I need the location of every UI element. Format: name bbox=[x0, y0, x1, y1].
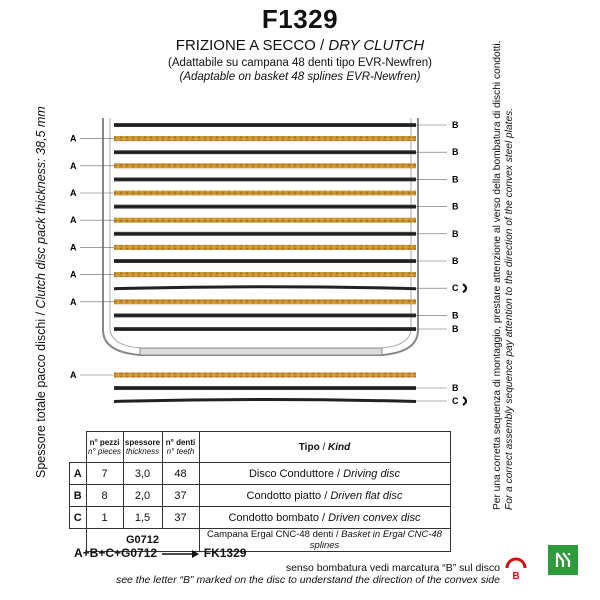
label-flat: B bbox=[452, 147, 459, 158]
label-flat: B bbox=[452, 310, 459, 321]
plate-flat-disc bbox=[114, 177, 416, 181]
lightning-icon bbox=[548, 545, 578, 575]
label-driving: A bbox=[70, 188, 77, 198]
label-flat: B bbox=[452, 228, 459, 239]
table-row: C 1 1,5 37 Condotto bombato / Driven convex disc bbox=[70, 507, 451, 529]
table-row: A 7 3,0 48 Disco Conduttore / Driving disc bbox=[70, 463, 451, 485]
convex-marker-letter: B bbox=[512, 571, 520, 581]
label-flat: B bbox=[452, 324, 459, 334]
plate-driving-disc bbox=[114, 299, 416, 304]
label-driving: A bbox=[70, 133, 77, 144]
plate-driving-disc bbox=[114, 136, 416, 141]
table-header-row bbox=[70, 432, 451, 463]
plate-driving-disc bbox=[114, 245, 416, 250]
plate-flat-disc bbox=[114, 123, 416, 127]
subtitle-italian: (Adattabile su campana 48 denti tipo EVR-Newfren) bbox=[167, 57, 432, 69]
kit-formula bbox=[74, 546, 246, 560]
kit-code: FK1329 bbox=[203, 546, 247, 560]
col-teeth: n° denti n° teeth bbox=[162, 432, 199, 463]
table-row: B 8 2,0 37 Condotto piatto / Driven flat disc bbox=[70, 485, 451, 507]
kit-parts: A+B+C+G0712 bbox=[74, 546, 158, 560]
basket-bottom bbox=[140, 348, 382, 355]
subtitle-english: (Adaptable on basket 48 splines EVR-Newfren) bbox=[179, 71, 421, 83]
brand-logo bbox=[548, 545, 578, 575]
col-pieces: n° pezzi n° pieces bbox=[86, 432, 123, 463]
table-row-basket: G0712 Campana Ergal CNC-48 denti / Basket in Ergal CNC-48 splines bbox=[70, 529, 451, 552]
label-flat: B bbox=[452, 174, 459, 185]
plate-driving-disc bbox=[114, 191, 416, 196]
pack-thickness-it: Spessore totale pacco dischi / bbox=[34, 311, 48, 478]
plate-flat-disc bbox=[114, 205, 416, 209]
plate-flat-disc bbox=[114, 259, 416, 263]
plate-convex-disc bbox=[114, 285, 416, 290]
plate-driving-disc bbox=[114, 218, 416, 223]
label-flat: B bbox=[452, 201, 459, 212]
label-flat: B bbox=[452, 256, 459, 266]
title-italian: FRIZIONE A SECCO bbox=[175, 37, 316, 54]
convex-symbol bbox=[463, 284, 466, 292]
plate-flat-disc bbox=[114, 327, 416, 331]
label-driving: A bbox=[70, 215, 77, 226]
pack-thickness-en: Clutch disc pack thickness: 38,5 mm bbox=[34, 106, 48, 309]
label-driving: A bbox=[70, 296, 77, 307]
plate-convex-disc bbox=[114, 398, 416, 403]
label-convex: C bbox=[452, 283, 459, 294]
product-code: F1329 bbox=[261, 4, 339, 34]
convex-note-en: see the letter “B” marked on the disc to understand the direction of the convex side bbox=[115, 574, 500, 586]
plate-driving-disc bbox=[114, 373, 416, 378]
label-driving: A bbox=[70, 370, 77, 380]
label-driving: A bbox=[70, 160, 77, 171]
label-convex: C bbox=[452, 396, 459, 406]
plate-driving-disc bbox=[114, 272, 416, 277]
label-flat: B bbox=[452, 383, 459, 393]
spec-table bbox=[69, 431, 451, 552]
convex-symbol bbox=[463, 397, 466, 405]
label-driving: A bbox=[70, 242, 77, 253]
title-english: DRY CLUTCH bbox=[328, 37, 425, 54]
plate-flat-disc bbox=[114, 386, 416, 390]
col-kind: Tipo / Kind bbox=[199, 432, 450, 463]
label-driving: A bbox=[70, 269, 77, 280]
convex-marker-icon bbox=[504, 555, 528, 581]
plate-flat-disc bbox=[114, 313, 416, 317]
arrow-right-icon bbox=[160, 549, 200, 559]
convex-note-it: senso bombatura vedi marcatura “B” sul disco bbox=[285, 562, 500, 574]
title-separator: / bbox=[320, 37, 325, 54]
assembly-note-en: For a correct assembly sequence pay attention to the direction of the convex steel plates. bbox=[504, 107, 515, 510]
assembly-note-it: Per una corretta sequenza di montaggio, prestare attenzione al verso della bombatura di dischi condotti. bbox=[492, 40, 503, 510]
label-flat: B bbox=[452, 120, 459, 130]
plate-flat-disc bbox=[114, 232, 416, 236]
col-thickness: spessore thickness bbox=[123, 432, 162, 463]
plate-flat-disc bbox=[114, 150, 416, 154]
plate-driving-disc bbox=[114, 163, 416, 168]
